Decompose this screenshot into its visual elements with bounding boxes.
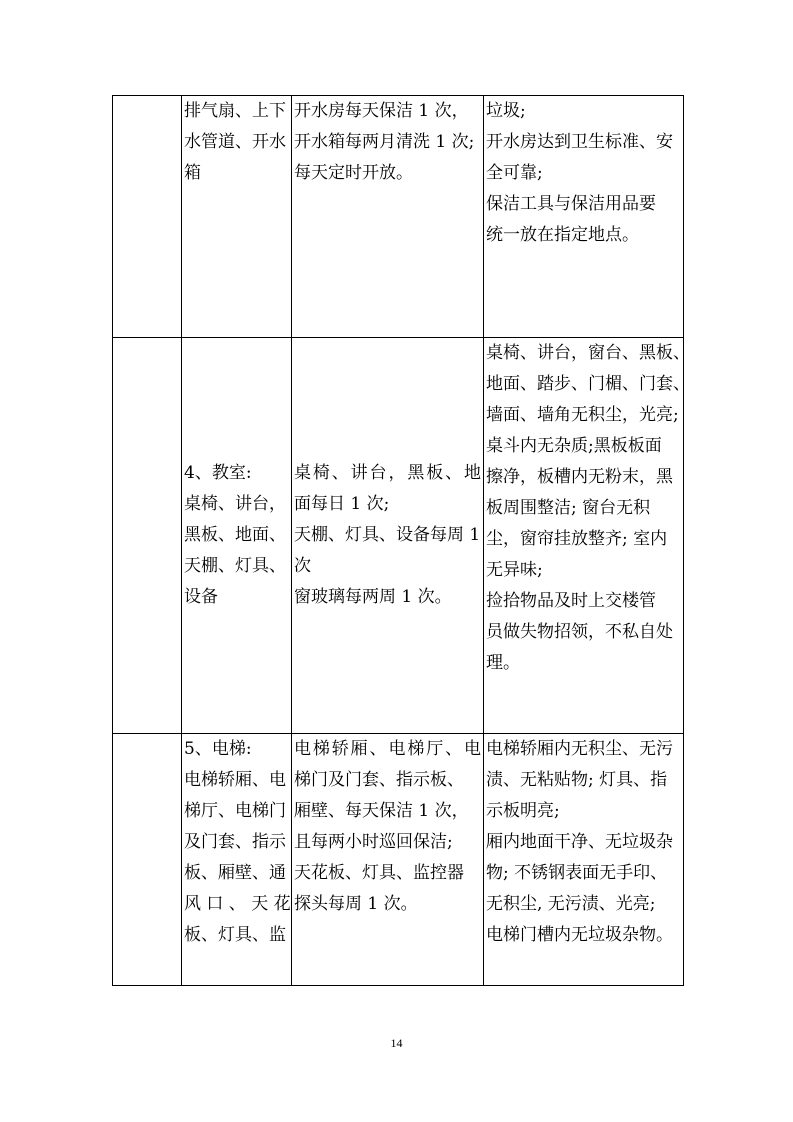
standard-line: 无异味;: [486, 560, 543, 580]
standard-line: 渍、无粘贴物; 灯具、指: [486, 770, 668, 790]
frequency-cell: [292, 338, 484, 734]
area-line: 梯厅、电梯门: [184, 801, 286, 821]
standard-line: 板周围整洁; 窗台无积: [486, 498, 651, 518]
frequency-line: 开水房每天保洁 1 次，: [294, 101, 469, 121]
frequency-line: 每天定时开放。: [294, 163, 413, 183]
standard-line: 厢内地面干净、无垃圾杂: [486, 832, 673, 852]
standard-line: 墙面、墙角无积尘，光亮;: [486, 405, 679, 425]
standard-cell: [484, 734, 684, 986]
standard-line: 尘，窗帘挂放整齐; 室内: [486, 529, 668, 549]
frequency-cell: [292, 96, 484, 338]
standard-line: 擦净，板槽内无粉末，黑: [486, 467, 673, 487]
standard-line: 统一放在指定地点。: [486, 225, 639, 245]
standard-line: 开水房达到卫生标准、安: [486, 132, 673, 152]
frequency-line: 天棚、灯具、设备每周 1: [294, 525, 481, 545]
table-row-water-room: [113, 96, 684, 338]
standard-line: 桌椅、讲台，窗台、黑板、: [486, 343, 690, 363]
standard-cell: [484, 96, 684, 338]
standard-line: 地面、踏步、门楣、门套、: [486, 374, 690, 394]
standard-line: 全可靠;: [486, 163, 543, 183]
frequency-line: 窗玻璃每两周 1 次。: [294, 587, 452, 607]
area-line: 排气扇、上下: [184, 101, 286, 121]
cleaning-standards-table: [112, 95, 690, 986]
area-cell: [182, 734, 292, 986]
table-row-classroom: [113, 338, 684, 734]
row-empty-cell: [113, 734, 182, 986]
area-cell: [182, 96, 292, 338]
area-line: 箱: [184, 163, 201, 183]
frequency-cell: [292, 734, 484, 986]
standard-line: 电梯门槽内无垃圾杂物。: [486, 925, 673, 945]
frequency-line: 探头每周 1 次。: [294, 894, 418, 914]
standard-line: 垃圾;: [486, 101, 526, 121]
standard-line: 示板明亮;: [486, 801, 560, 821]
frequency-line: 且每两小时巡回保洁;: [294, 832, 453, 852]
standard-line: 电梯轿厢内无积尘、无污: [486, 739, 673, 759]
table-row-elevator: [113, 734, 684, 986]
page-number: 14: [390, 1036, 403, 1050]
area-line: 风 口 、 天 花: [184, 894, 291, 914]
frequency-line: 厢壁、每天保洁 1 次，: [294, 801, 469, 821]
area-line: 设备: [184, 587, 218, 607]
standard-line: 桌斗内无杂质;黑板板面: [486, 436, 662, 456]
area-line: 天棚、灯具、: [184, 556, 286, 576]
frequency-line: 桌椅、讲台，黑板、地: [294, 463, 481, 483]
frequency-line: 面每日 1 次;: [294, 494, 390, 514]
frequency-line: 天花板、灯具、监控器: [294, 863, 464, 883]
standard-line: 捡拾物品及时上交楼管: [486, 591, 656, 611]
standard-line: 无积尘, 无污渍、光亮;: [486, 894, 656, 914]
area-line: 板、灯具、监: [184, 925, 286, 945]
standard-line: 理。: [486, 653, 520, 673]
area-line: 4、教室:: [184, 463, 252, 483]
area-line: 桌椅、讲台，: [184, 494, 286, 514]
standard-line: 保洁工具与保洁用品要: [486, 194, 656, 214]
standard-cell: [484, 338, 690, 734]
row-empty-cell: [113, 96, 182, 338]
row-empty-cell: [113, 338, 182, 734]
area-line: 板、厢壁、通: [184, 863, 286, 883]
area-line: 5、电梯:: [184, 739, 252, 759]
area-line: 及门套、指示: [184, 832, 286, 852]
frequency-line: 电梯轿厢、电梯厅、电: [294, 739, 481, 759]
frequency-line: 梯门及门套、指示板、: [294, 770, 464, 790]
area-line: 电梯轿厢、电: [184, 770, 286, 790]
area-line: 黑板、地面、: [184, 525, 286, 545]
area-cell: [182, 338, 292, 734]
standard-line: 员做失物招领，不私自处: [486, 622, 673, 642]
frequency-line: 次: [294, 556, 311, 576]
area-line: 水管道、开水: [184, 132, 286, 152]
frequency-line: 开水箱每两月清洗 1 次;: [294, 132, 475, 152]
standard-line: 物; 不锈钢表面无手印、: [486, 863, 668, 883]
